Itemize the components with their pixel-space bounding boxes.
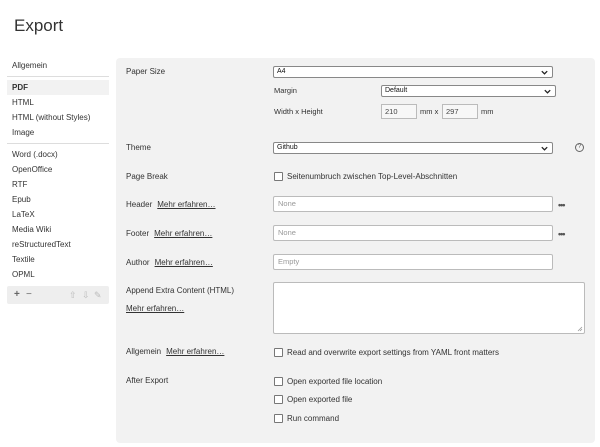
sidebar-toolbar (7, 286, 109, 304)
header-learn-more-link[interactable]: Mehr erfahren… (157, 200, 216, 209)
footer-learn-more-link[interactable]: Mehr erfahren… (154, 229, 213, 238)
width-height-label: Width x Height (274, 107, 323, 116)
header-label-group (126, 200, 216, 209)
header-more-button[interactable]: ••• (558, 200, 565, 210)
open-file-location-label: Open exported file location (287, 377, 383, 386)
author-label: Author (126, 258, 150, 267)
open-exported-file-checkbox[interactable] (274, 395, 283, 404)
append-learn-more-link[interactable]: Mehr erfahren… (126, 304, 185, 313)
header-input[interactable]: None (273, 196, 553, 212)
sidebar-item-epub[interactable]: Epub (12, 195, 31, 204)
width-input[interactable]: 210 (381, 104, 417, 119)
general-label: Allgemein (126, 347, 162, 356)
yaml-front-matter-checkbox[interactable] (274, 348, 283, 357)
footer-label: Footer (126, 229, 150, 238)
run-command-label: Run command (287, 414, 340, 423)
paper-size-value: A4 (277, 68, 286, 75)
after-export-label: After Export (126, 376, 169, 385)
theme-value: Github (277, 144, 298, 151)
width-unit: mm x (420, 107, 439, 116)
move-up-icon[interactable]: ⇧ (69, 290, 77, 300)
margin-label: Margin (274, 86, 297, 95)
height-input[interactable]: 297 (442, 104, 478, 119)
chevron-down-icon (543, 87, 552, 96)
height-unit: mm (481, 107, 494, 116)
pdf-settings-panel (116, 58, 595, 443)
author-label-group (126, 258, 213, 267)
sidebar-item-html[interactable]: HTML (12, 98, 34, 107)
theme-label: Theme (126, 143, 151, 152)
run-command-checkbox[interactable] (274, 414, 283, 423)
chevron-down-icon (540, 144, 549, 153)
page-break-checkbox[interactable] (274, 172, 283, 181)
sidebar-item-word[interactable]: Word (.docx) (12, 150, 58, 159)
footer-input[interactable]: None (273, 225, 553, 241)
sidebar-item-media-wiki[interactable]: Media Wiki (12, 225, 52, 234)
sidebar-item-html-without-styles[interactable]: HTML (without Styles) (12, 113, 91, 122)
export-format-sidebar (7, 58, 109, 304)
remove-icon[interactable]: − (26, 289, 32, 300)
sidebar-item-allgemein[interactable]: Allgemein (12, 61, 48, 70)
sidebar-item-textile[interactable]: Textile (12, 255, 35, 264)
sidebar-divider (7, 76, 109, 77)
add-icon[interactable]: + (14, 289, 20, 300)
chevron-down-icon (540, 68, 549, 77)
margin-select[interactable] (381, 85, 556, 97)
sidebar-item-latex[interactable]: LaTeX (12, 210, 35, 219)
yaml-front-matter-option-label: Read and overwrite export settings from YAML front matters (287, 348, 499, 357)
footer-label-group (126, 229, 212, 238)
open-file-location-checkbox[interactable] (274, 377, 283, 386)
theme-select[interactable] (273, 142, 553, 154)
header-label: Header (126, 200, 153, 209)
paper-size-select[interactable] (273, 66, 553, 78)
general-label-group (126, 347, 224, 356)
sidebar-item-restructuredtext[interactable]: reStructuredText (12, 240, 71, 249)
sidebar-item-pdf[interactable]: PDF (7, 80, 109, 95)
general-learn-more-link[interactable]: Mehr erfahren… (166, 347, 225, 356)
author-input[interactable]: Empty (273, 254, 553, 270)
footer-more-button[interactable]: ••• (558, 229, 565, 239)
page-title: Export (14, 16, 64, 35)
paper-size-label: Paper Size (126, 67, 166, 76)
append-content-textarea[interactable] (273, 282, 585, 334)
sidebar-item-image[interactable]: Image (12, 128, 35, 137)
sidebar-item-rtf[interactable]: RTF (12, 180, 28, 189)
sidebar-item-opml[interactable]: OPML (12, 270, 35, 279)
author-learn-more-link[interactable]: Mehr erfahren… (154, 258, 213, 267)
sidebar-item-openoffice[interactable]: OpenOffice (12, 165, 53, 174)
append-content-label: Append Extra Content (HTML) (126, 286, 235, 295)
open-exported-file-label: Open exported file (287, 395, 353, 404)
margin-value: Default (385, 87, 408, 94)
sidebar-divider (7, 143, 109, 144)
page-break-label: Page Break (126, 172, 168, 181)
move-down-icon[interactable]: ⇩ (82, 290, 90, 300)
edit-icon[interactable]: ✎ (94, 290, 102, 300)
page-break-option-label: Seitenumbruch zwischen Top-Level-Abschnitten (287, 172, 458, 181)
resize-grip-icon[interactable] (577, 326, 583, 332)
help-icon[interactable]: ? (575, 143, 584, 152)
